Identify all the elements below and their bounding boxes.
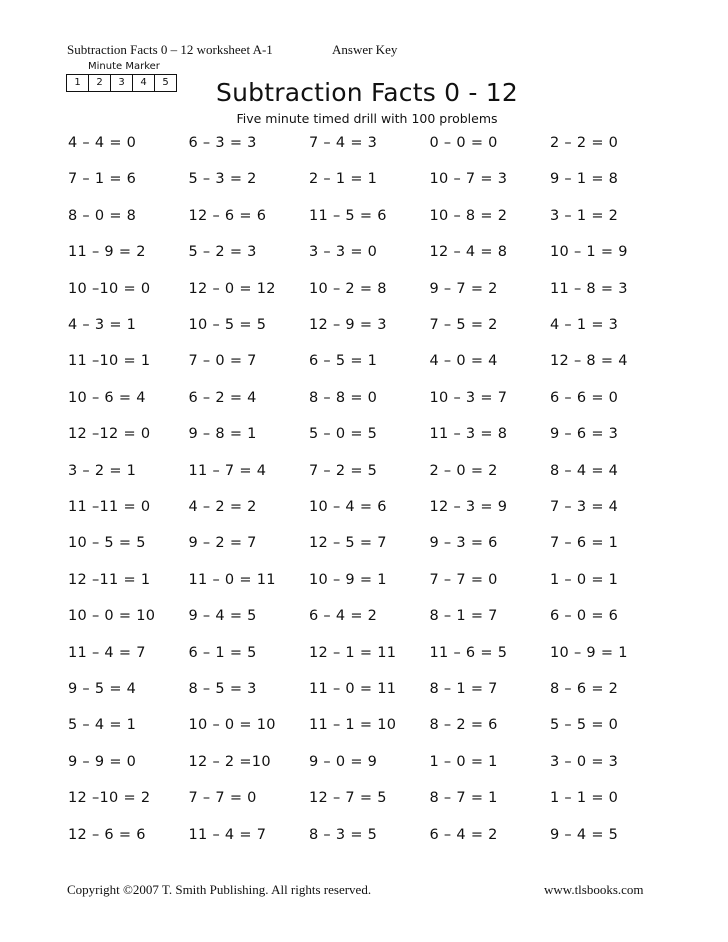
problem-item: 9 – 3 = 6 [429,535,498,552]
problem-item: 10 – 0 = 10 [68,608,156,625]
problem-item: 7 – 5 = 2 [429,317,498,333]
minute-marker-cell: 3 [111,75,133,91]
problem-item: 11 – 1 = 10 [309,717,397,734]
answer-key-label: Answer Key [332,42,398,57]
problem-item: 10 – 4 = 6 [309,499,387,515]
problem-item: 8 – 3 = 5 [309,826,378,843]
problem-item: 8 – 6 = 2 [550,681,619,697]
problem-item: 5 – 4 = 1 [68,717,137,734]
problem-item: 11 – 5 = 6 [309,207,387,224]
problem-item: 11 –11 = 0 [68,499,151,515]
worksheet-title: Subtraction Facts 0 – 12 worksheet A-1 [67,42,273,57]
problem-item: 12 – 2 =10 [188,753,271,770]
problem-item: 8 – 4 = 4 [550,462,619,479]
problem-item: 12 – 1 = 11 [309,644,397,661]
problem-item: 1 – 0 = 1 [429,753,498,770]
problem-item: 12 – 0 = 12 [188,280,276,297]
problem-item: 7 – 4 = 3 [309,135,378,151]
problem-item: 11 – 6 = 5 [429,644,508,661]
problem-item: 6 – 2 = 4 [188,389,257,406]
problem-item: 11 –10 = 1 [68,353,151,370]
problem-item: 6 – 4 = 2 [309,608,378,625]
problem-item: 4 – 3 = 1 [68,317,137,333]
minute-marker-table [66,74,177,92]
problem-item: 11 – 3 = 8 [429,426,508,443]
problem-item: 4 – 0 = 4 [429,353,498,370]
problem-item: 10 – 1 = 9 [550,244,628,261]
copyright-text: Copyright ©2007 T. Smith Publishing. All rights reserved. [67,882,372,897]
minute-marker-cell: 4 [133,75,155,91]
problem-item: 11 – 4 = 7 [68,644,146,661]
problem-item: 12 – 5 = 7 [309,535,387,552]
problem-item: 12 – 9 = 3 [309,317,387,333]
problem-item: 11 – 0 = 11 [188,571,276,588]
problem-item: 3 – 2 = 1 [68,462,137,479]
problem-item: 4 – 2 = 2 [188,499,257,515]
problem-item: 11 – 0 = 11 [309,681,397,697]
problem-item: 3 – 0 = 3 [550,753,619,770]
problem-item: 8 – 5 = 3 [188,681,257,697]
problem-item: 7 – 7 = 0 [429,571,498,588]
problem-item: 9 – 2 = 7 [188,535,257,552]
problem-item: 11 – 9 = 2 [68,244,146,261]
problem-item: 9 – 1 = 8 [550,171,619,188]
problem-item: 6 – 0 = 6 [550,608,619,625]
problem-item: 8 – 8 = 0 [309,389,378,406]
problem-item: 9 – 6 = 3 [550,426,619,443]
problem-item: 4 – 1 = 3 [550,317,619,333]
problem-item: 2 – 1 = 1 [309,171,378,188]
problem-item: 12 – 7 = 5 [309,790,387,807]
problem-item: 6 – 3 = 3 [188,135,257,151]
problem-item: 7 – 7 = 0 [188,790,257,807]
problem-item: 10 – 0 = 10 [188,717,276,734]
problem-item: 11 – 4 = 7 [188,826,267,843]
minute-marker-cell: 2 [89,75,111,91]
problem-item: 3 – 1 = 2 [550,207,619,224]
problem-item: 5 – 2 = 3 [188,244,257,261]
problem-item: 3 – 3 = 0 [309,244,378,261]
problem-item: 5 – 3 = 2 [188,171,257,188]
minute-marker-cell: 1 [67,75,89,91]
problem-item: 8 – 7 = 1 [429,790,498,807]
problem-item: 10 – 5 = 5 [188,317,267,333]
problem-item: 9 – 4 = 5 [550,826,619,843]
problem-item: 8 – 0 = 8 [68,207,137,224]
problem-item: 9 – 9 = 0 [68,753,137,770]
problem-item: 5 – 5 = 0 [550,717,619,734]
problem-item: 10 –10 = 0 [68,280,151,297]
problem-item: 10 – 8 = 2 [429,207,508,224]
problem-item: 6 – 1 = 5 [188,644,257,661]
problem-item: 2 – 0 = 2 [429,462,498,479]
page-subtitle: Five minute timed drill with 100 problems [236,111,498,126]
problem-item: 10 – 7 = 3 [429,171,508,188]
problem-item: 10 – 9 = 1 [309,571,387,588]
problem-item: 5 – 0 = 5 [309,426,378,443]
problem-item: 7 – 3 = 4 [550,499,619,515]
problem-item: 1 – 1 = 0 [550,790,619,807]
website-text: www.tlsbooks.com [544,882,644,897]
problem-item: 12 – 8 = 4 [550,353,628,370]
problem-item: 7 – 6 = 1 [550,535,619,552]
problem-item: 8 – 2 = 6 [429,717,498,734]
problem-item: 8 – 1 = 7 [429,681,498,697]
problem-item: 12 – 3 = 9 [429,499,508,515]
page-title: Subtraction Facts 0 - 12 [216,78,518,107]
problem-item: 1 – 0 = 1 [550,571,619,588]
problem-item: 12 – 6 = 6 [68,826,146,843]
problem-item: 12 – 4 = 8 [429,244,508,261]
problem-item: 9 – 5 = 4 [68,681,137,697]
problem-item: 2 – 2 = 0 [550,135,619,151]
problem-item: 6 – 6 = 0 [550,389,619,406]
problem-item: 7 – 0 = 7 [188,353,257,370]
problem-item: 12 –12 = 0 [68,426,151,443]
problem-item: 9 – 8 = 1 [188,426,257,443]
problem-item: 7 – 2 = 5 [309,462,378,479]
problem-item: 4 – 4 = 0 [68,135,137,151]
problem-item: 10 – 2 = 8 [309,280,387,297]
problem-item: 9 – 7 = 2 [429,280,498,297]
problem-item: 7 – 1 = 6 [68,171,137,188]
problem-item: 11 – 8 = 3 [550,280,628,297]
minute-marker-cell: 5 [162,77,169,88]
problem-item: 10 – 5 = 5 [68,535,146,552]
problem-item: 10 – 9 = 1 [550,644,628,661]
problem-item: 6 – 5 = 1 [309,353,378,370]
problem-item: 9 – 0 = 9 [309,753,378,770]
problem-item: 12 – 6 = 6 [188,207,267,224]
problem-item: 0 – 0 = 0 [429,135,498,151]
problem-item: 11 – 7 = 4 [188,462,267,479]
problem-item: 10 – 3 = 7 [429,389,508,406]
problem-item: 9 – 4 = 5 [188,608,257,625]
problem-item: 12 –11 = 1 [68,571,151,588]
problem-item: 10 – 6 = 4 [68,389,146,406]
problem-item: 6 – 4 = 2 [429,826,498,843]
minute-marker-label: Minute Marker [88,61,160,72]
problem-item: 12 –10 = 2 [68,790,151,807]
problem-item: 8 – 1 = 7 [429,608,498,625]
